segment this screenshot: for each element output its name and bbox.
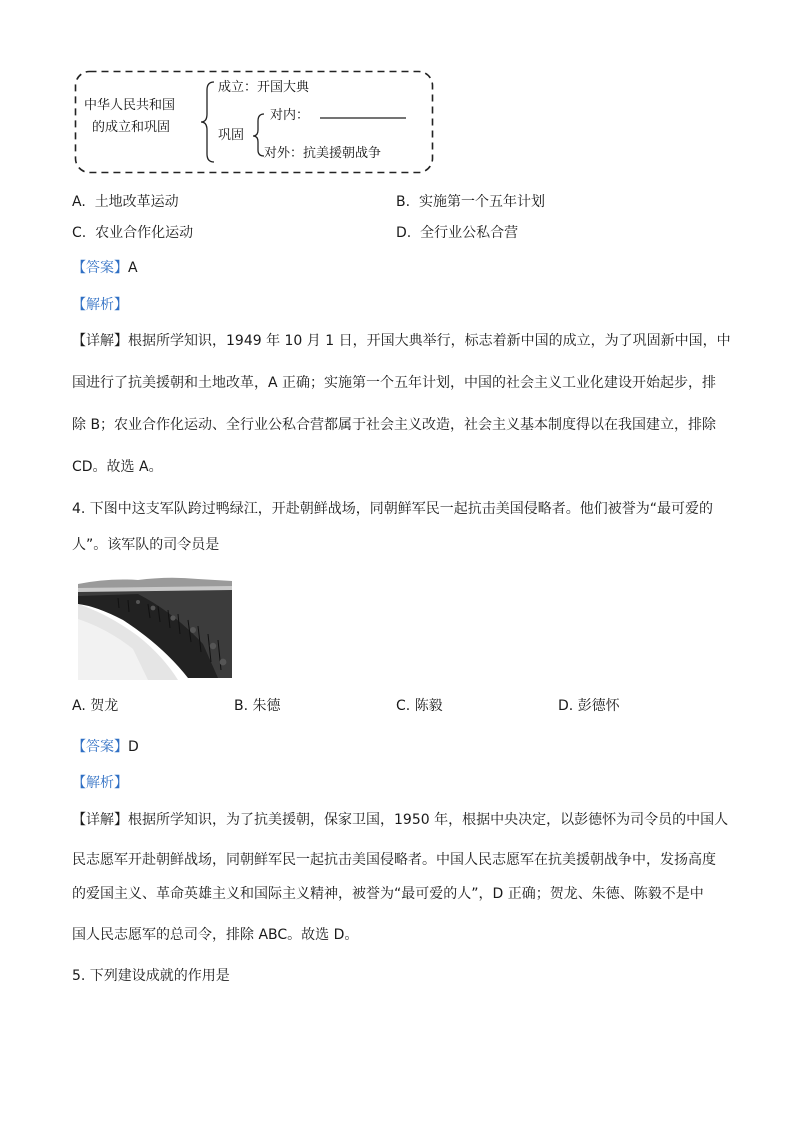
option-text: 土地改革运动	[94, 194, 179, 210]
answer-tag: 【答案】	[72, 739, 128, 755]
diagram-root-line2: 的成立和巩固	[92, 120, 171, 135]
diagram-domestic: 对内：	[270, 108, 310, 123]
option-letter: D.	[558, 698, 574, 714]
option-letter: C.	[72, 225, 87, 241]
option-letter: B.	[396, 194, 411, 210]
q4-option-b[interactable]	[234, 696, 281, 716]
q4-detail-line1	[72, 810, 728, 830]
detail-text: 根据所学知识，为了抗美援朝，保家卫国，1950 年，根据中央决定，以彭德怀为司令员的中国人	[128, 812, 729, 828]
option-text: 全行业公私合营	[420, 225, 519, 241]
diagram-root-line1: 中华人民共和国	[84, 98, 176, 113]
q4-question-line1: 4. 下图中这支军队跨过鸭绿江，开赴朝鲜战场，同朝鲜军民一起抗击美国侵略者。他们被誉为“最可爱的	[72, 501, 714, 517]
q3-answer	[72, 258, 138, 278]
option-text: 陈毅	[414, 698, 443, 714]
diagram-foreign: 对外：抗美援朝战争	[264, 146, 382, 161]
q4-option-d[interactable]	[558, 696, 620, 716]
q4-option-a[interactable]	[72, 696, 118, 716]
q3-option-a[interactable]	[72, 192, 179, 212]
q4-detail-line2: 民志愿军开赴朝鲜战场，同朝鲜军民一起抗击美国侵略者。中国人民志愿军在抗美援朝战争中，发扬高度	[72, 852, 716, 868]
q4-question-line2: 人”。该军队的司令员是	[72, 537, 220, 553]
q3-option-d[interactable]	[396, 223, 518, 243]
answer-value: D	[128, 739, 139, 755]
answer-value: A	[128, 260, 138, 276]
option-text: 实施第一个五年计划	[418, 194, 545, 210]
option-text: 彭德怀	[577, 698, 620, 714]
q3-detail-line4: CD。故选 A。	[72, 459, 163, 475]
option-text: 农业合作化运动	[95, 225, 194, 241]
q3-detail-line2: 国进行了抗美援朝和土地改革，A 正确；实施第一个五年计划，中国的社会主义工业化建设开始起步，排	[72, 375, 717, 391]
option-letter: D.	[396, 225, 412, 241]
q5-question: 5. 下列建设成就的作用是	[72, 968, 230, 984]
option-letter: A.	[72, 698, 86, 714]
q4-option-c[interactable]	[396, 696, 443, 716]
option-letter: A.	[72, 194, 86, 210]
q3-option-c[interactable]	[72, 223, 193, 243]
option-text: 朱德	[252, 698, 281, 714]
option-text: 贺龙	[90, 698, 119, 714]
option-letter: B.	[234, 698, 249, 714]
q4-analysis-tag: 【解析】	[72, 775, 128, 791]
detail-tag: 【详解】	[72, 812, 128, 828]
q3-analysis-tag: 【解析】	[72, 297, 128, 313]
army-crossing-photo	[78, 574, 232, 680]
q4-answer	[72, 737, 139, 757]
answer-tag: 【答案】	[72, 260, 128, 276]
knowledge-diagram	[74, 70, 434, 174]
option-letter: C.	[396, 698, 411, 714]
detail-tag: 【详解】	[72, 333, 128, 349]
army-photo-illustration	[78, 574, 232, 680]
detail-text: 根据所学知识，1949 年 10 月 1 日，开国大典举行，标志着新中国的成立，为了巩固新中国，中	[128, 333, 731, 349]
diagram-founding: 成立：开国大典	[218, 80, 310, 95]
q4-detail-line4: 国人民志愿军的总司令，排除 ABC。故选 D。	[72, 927, 359, 943]
q4-detail-line3: 的爱国主义、革命英雄主义和国际主义精神，被誉为“最可爱的人”，D 正确；贺龙、朱德、陈毅不是中	[72, 886, 704, 902]
q3-detail-line1	[72, 331, 731, 351]
diagram-consolidate: 巩固	[218, 128, 245, 143]
q3-option-b[interactable]	[396, 192, 545, 212]
q3-detail-line3: 除 B；农业合作化运动、全行业公私合营都属于社会主义改造，社会主义基本制度得以在我国建立，排除	[72, 417, 717, 433]
